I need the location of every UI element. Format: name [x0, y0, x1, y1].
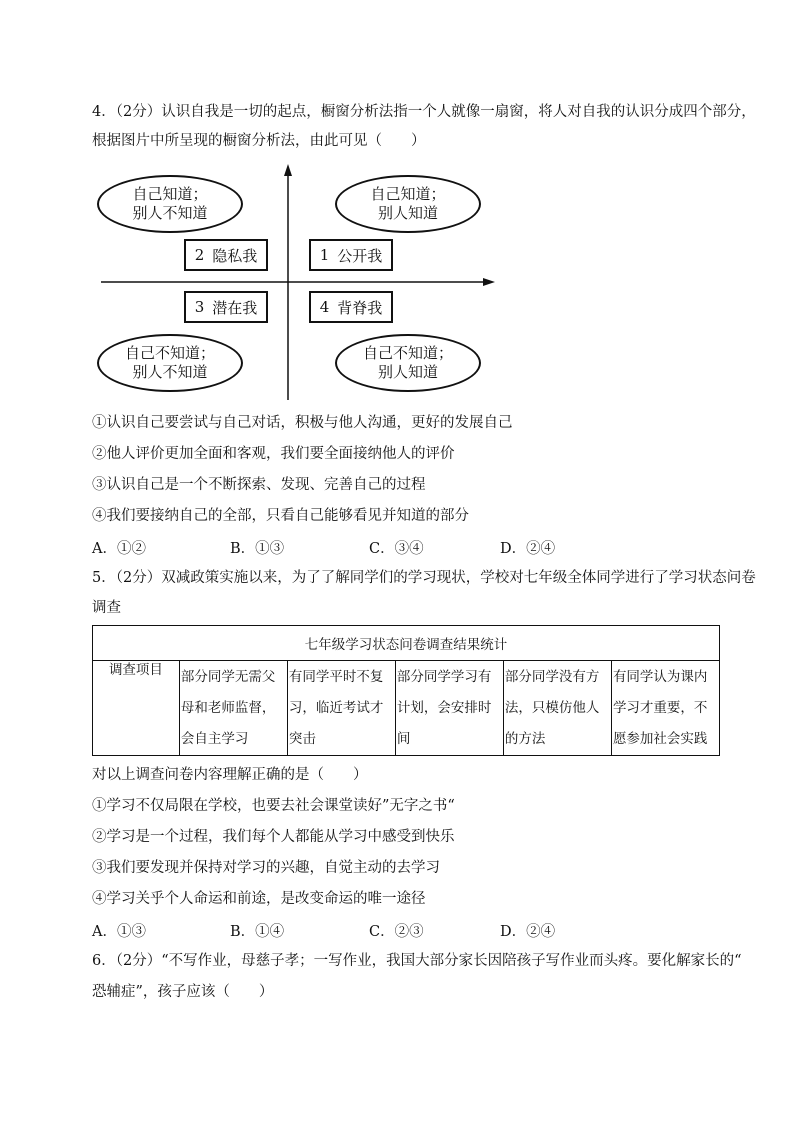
- quadrant-label: 潜在我: [212, 298, 258, 317]
- q5-prompt: 对以上调查问卷内容理解正确的是（ ）: [92, 767, 368, 783]
- table-row-label: [93, 661, 180, 756]
- quadrant-label: 隐私我: [212, 246, 258, 265]
- cell-line: 法，只模仿他人: [504, 699, 600, 716]
- choice-d[interactable]: D．②④: [500, 924, 556, 940]
- table-row: [93, 661, 720, 756]
- q5-statement-2: ②学习是一个过程，我们每个人都能从学习中感受到快乐: [92, 829, 455, 845]
- choice-c[interactable]: C．②③: [369, 924, 424, 940]
- cell-line: 学习才重要，不: [612, 699, 708, 716]
- q5-statement-3: ③我们要发现并保持对学习的兴趣，自觉主动的去学习: [92, 860, 440, 876]
- q4-statement-1: ①认识自己要尝试与自己对话，积极与他人沟通，更好的发展自己: [92, 415, 513, 431]
- ellipse-text: 别人不知道: [132, 204, 208, 222]
- cell-line: 的方法: [504, 730, 546, 747]
- table-cell: [287, 661, 395, 756]
- table-cell: [611, 661, 719, 756]
- ellipse-bottom-right: [335, 334, 481, 392]
- cell-line: 愿参加社会实践: [612, 730, 708, 747]
- choice-c[interactable]: C．③④: [369, 541, 424, 557]
- cell-line: 习，临近考试才: [288, 699, 384, 716]
- ellipse-text: 自己不知道；: [362, 344, 453, 362]
- cell-line: 计划，会安排时: [396, 699, 492, 716]
- q5-statement-1: ①学习不仅局限在学校，也要去社会课堂读好”无字之书“: [92, 798, 455, 814]
- survey-results-table: [92, 625, 720, 756]
- ellipse-text: 别人不知道: [132, 363, 208, 381]
- ellipse-top-right: [335, 175, 481, 233]
- q4-choices: [92, 537, 712, 557]
- q4-statement-3: ③认识自己是一个不断探索、发现、完善自己的过程: [92, 477, 426, 493]
- table-cell: [179, 661, 287, 756]
- quadrant-number: 2: [194, 246, 205, 264]
- quadrant-number: 1: [319, 246, 330, 264]
- quadrant-label: 公开我: [337, 246, 383, 265]
- q4-statement-2: ②他人评价更加全面和客观，我们要全面接纳他人的评价: [92, 446, 455, 462]
- ellipse-text: 自己知道；: [132, 185, 208, 203]
- cell-line: 间: [396, 730, 411, 747]
- quadrant-box-4: [309, 291, 393, 323]
- cell-line: 部分同学没有方: [504, 668, 600, 685]
- quadrant-box-2: [184, 239, 268, 271]
- question-6-stem-line2: 恐辅症”，孩子应该（ ）: [92, 984, 274, 1000]
- quadrant-box-1: [309, 239, 393, 271]
- question-6-stem-line1: 6．（2分）“不写作业，母慈子孝；一写作业，我国大部分家长因陪孩子写作业而头疼。要化解家长的“: [92, 953, 742, 969]
- question-5-stem-line2: 调查: [92, 600, 121, 616]
- cell-line: 母和老师监督，: [180, 699, 276, 716]
- row-label-text: 调查项目: [108, 662, 163, 678]
- ellipse-text: 别人知道: [377, 363, 438, 381]
- johari-window-diagram: [95, 160, 505, 405]
- quadrant-box-3: [184, 291, 268, 323]
- choice-a[interactable]: A．①③: [92, 924, 146, 940]
- ellipse-text: 自己知道；: [370, 185, 446, 203]
- choice-b[interactable]: B．①③: [230, 541, 285, 557]
- cell-line: 有同学认为课内: [612, 668, 708, 685]
- ellipse-text: 别人知道: [377, 204, 438, 222]
- cell-line: 突击: [288, 730, 316, 747]
- table-title: 七年级学习状态问卷调查结果统计: [93, 626, 720, 661]
- choice-d[interactable]: D．②④: [500, 541, 556, 557]
- question-4-stem-line2: 根据图片中所呈现的橱窗分析法，由此可见（ ）: [92, 133, 426, 149]
- quadrant-label: 背脊我: [337, 298, 383, 317]
- table-cell: [503, 661, 611, 756]
- q5-choices: [92, 920, 712, 940]
- q5-statement-4: ④学习关乎个人命运和前途，是改变命运的唯一途径: [92, 891, 426, 907]
- cell-line: 有同学平时不复: [288, 668, 384, 685]
- question-5-stem-line1: 5．（2分）双减政策实施以来，为了了解同学们的学习现状，学校对七年级全体同学进行了学习状态问卷: [92, 570, 756, 586]
- ellipse-top-left: [97, 175, 243, 233]
- choice-a[interactable]: A．①②: [92, 541, 146, 557]
- quadrant-number: 4: [319, 298, 330, 316]
- choice-b[interactable]: B．①④: [230, 924, 285, 940]
- q4-statement-4: ④我们要接纳自己的全部，只看自己能够看见并知道的部分: [92, 508, 469, 524]
- cell-line: 部分同学无需父: [180, 668, 276, 685]
- question-4-stem-line1: 4．（2分）认识自我是一切的起点，橱窗分析法指一个人就像一扇窗，将人对自我的认识分成四个部分，: [92, 104, 756, 120]
- quadrant-number: 3: [194, 298, 205, 316]
- ellipse-text: 自己不知道；: [124, 344, 215, 362]
- table-cell: [395, 661, 503, 756]
- cell-line: 会自主学习: [180, 730, 249, 747]
- ellipse-bottom-left: [97, 334, 243, 392]
- cell-line: 部分同学学习有: [396, 668, 492, 685]
